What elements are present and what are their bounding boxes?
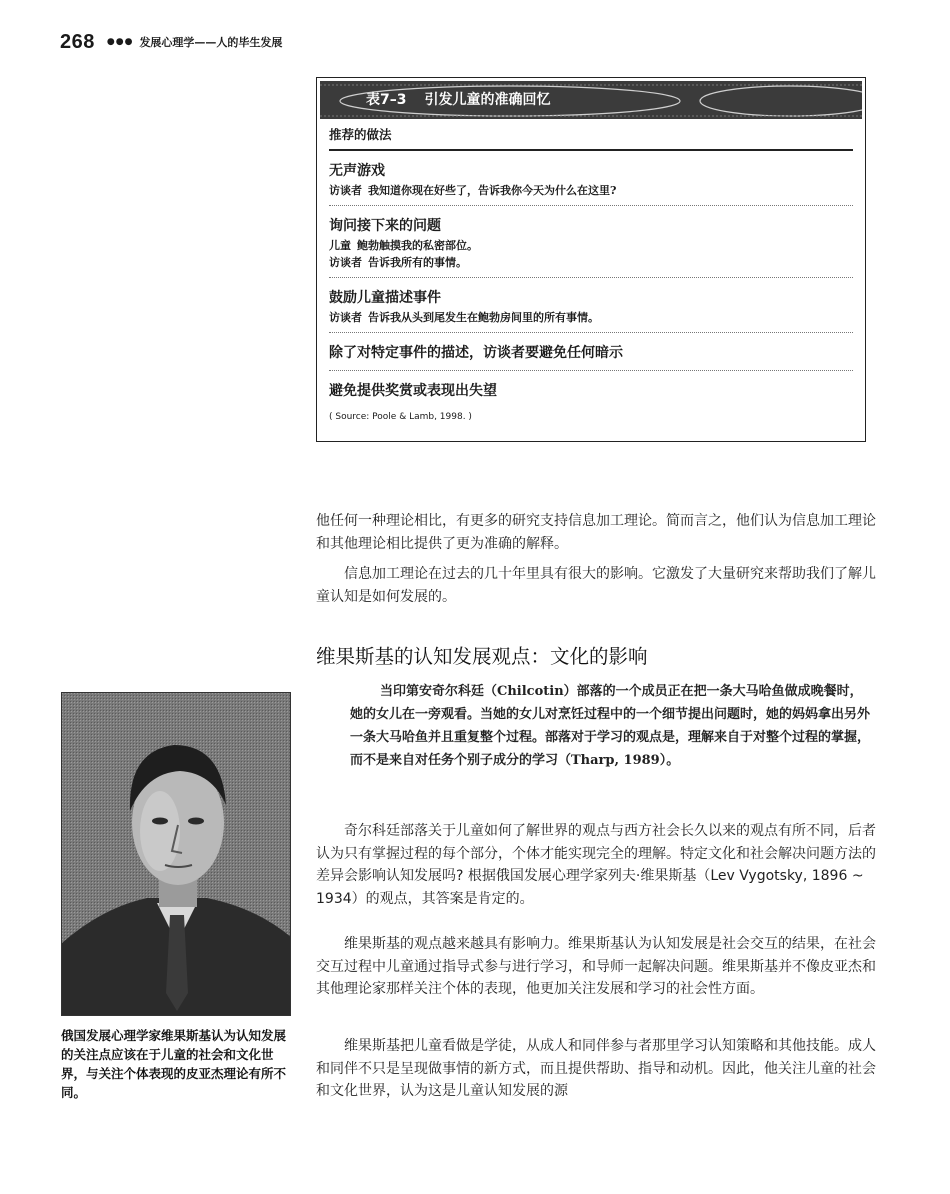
dialogue-text: 鲍勃触摸我的私密部位。 [357, 239, 478, 252]
table-section [329, 371, 853, 408]
block-quote [350, 680, 870, 772]
table-title [366, 89, 550, 109]
photo-caption: 俄国发展心理学家维果斯基认为认知发展的关注点应该在于儿童的社会和文化世界，与关注个体表现的皮亚杰理论有所不同。 [61, 1028, 287, 1100]
dialogue-text: 告诉我从头到尾发生在鲍勃房间里的所有事情。 [368, 311, 599, 324]
body-paragraph: 维果斯基把儿童看做是学徒，从成人和同伴参与者那里学习认知策略和其他技能。成人和同伴不只是呈现做事情的新方式，而且提供帮助、指导和动机。因此，他关注儿童的社会和文化世界，认为这是儿童认知发展的源 [316, 1038, 876, 1100]
table-section [329, 278, 853, 333]
table-title-text: 引发儿童的准确回忆 [424, 92, 551, 108]
running-header [60, 30, 282, 54]
dialogue-line [329, 254, 853, 271]
table-7-3 [316, 77, 866, 442]
table-section [329, 206, 853, 278]
dialogue-text: 我知道你现在好些了，告诉我你今天为什么在这里? [368, 184, 617, 197]
body-paragraph: 信息加工理论在过去的几十年里具有很大的影响。它激发了大量研究来帮助我们了解儿童认知是如何发展的。 [316, 566, 876, 605]
table-title-bar [320, 81, 862, 119]
speaker-label: 儿童 [329, 239, 351, 252]
dialogue-line [329, 309, 853, 326]
quote-text: 当印第安奇尔科廷（Chilcotin）部落的一个成员正在把一条大马哈鱼做成晚餐时，她的女儿在一旁观看。当她的女儿对烹饪过程中的一个细节提出问题时，她的妈妈拿出另外一条大马哈鱼并且重复整个过程。部落对于学习的观点是，理解来自于对整个过程的掌握，而不是来自对任务个别子成分的学习（Tharp, 1989）。 [350, 684, 871, 768]
table-section [329, 151, 853, 206]
running-title: 发展心理学——人的毕生发展 [139, 36, 283, 49]
body-paragraph: 奇尔科廷部落关于儿童如何了解世界的观点与西方社会长久以来的观点有所不同，后者认为只有掌握过程的每个部分，个体才能实现完全的理解。特定文化和社会解决问题方法的差异会影响认知发展吗? 根据俄国发展心理学家列夫·维果斯基（Lev Vygotsky, 1896 ~ 1934）的观点，其答案是肯定的。 [316, 823, 876, 907]
section-title: 无声游戏 [329, 163, 385, 179]
dialogue-line [329, 182, 853, 199]
table-code: 表7–3 [366, 92, 407, 108]
table-source: ( Source: Poole & Lamb, 1998. ) [329, 412, 472, 422]
table-section [329, 333, 853, 371]
header-dots: ●●● [106, 37, 134, 47]
body-paragraph: 他任何一种理论相比，有更多的研究支持信息加工理论。简而言之，他们认为信息加工理论和其他理论相比提供了更为准确的解释。 [316, 513, 876, 552]
speaker-label: 访谈者 [329, 311, 362, 324]
dialogue-line [329, 237, 853, 254]
section-title: 避免提供奖赏或表现出失望 [329, 383, 497, 399]
section-title: 询问接下来的问题 [329, 218, 441, 234]
page-number: 268 [60, 30, 95, 53]
section-title: 鼓励儿童描述事件 [329, 290, 441, 306]
section-title: 除了对特定事件的描述，访谈者要避免任何暗示 [329, 345, 623, 361]
portrait-image [62, 693, 291, 1016]
table-column-header: 推荐的做法 [329, 125, 853, 151]
dialogue-text: 告诉我所有的事情。 [368, 256, 467, 269]
vygotsky-portrait [61, 692, 291, 1016]
speaker-label: 访谈者 [329, 256, 362, 269]
speaker-label: 访谈者 [329, 184, 362, 197]
body-paragraph: 维果斯基的观点越来越具有影响力。维果斯基认为认知发展是社会交互的结果，在社会交互过程中儿童通过指导式参与进行学习，和导师一起解决问题。维果斯基并不像皮亚杰和其他理论家那样关注个体的表现，他更加关注发展和学习的社会性方面。 [316, 936, 876, 998]
section-heading: 维果斯基的认知发展观点：文化的影响 [316, 645, 648, 668]
